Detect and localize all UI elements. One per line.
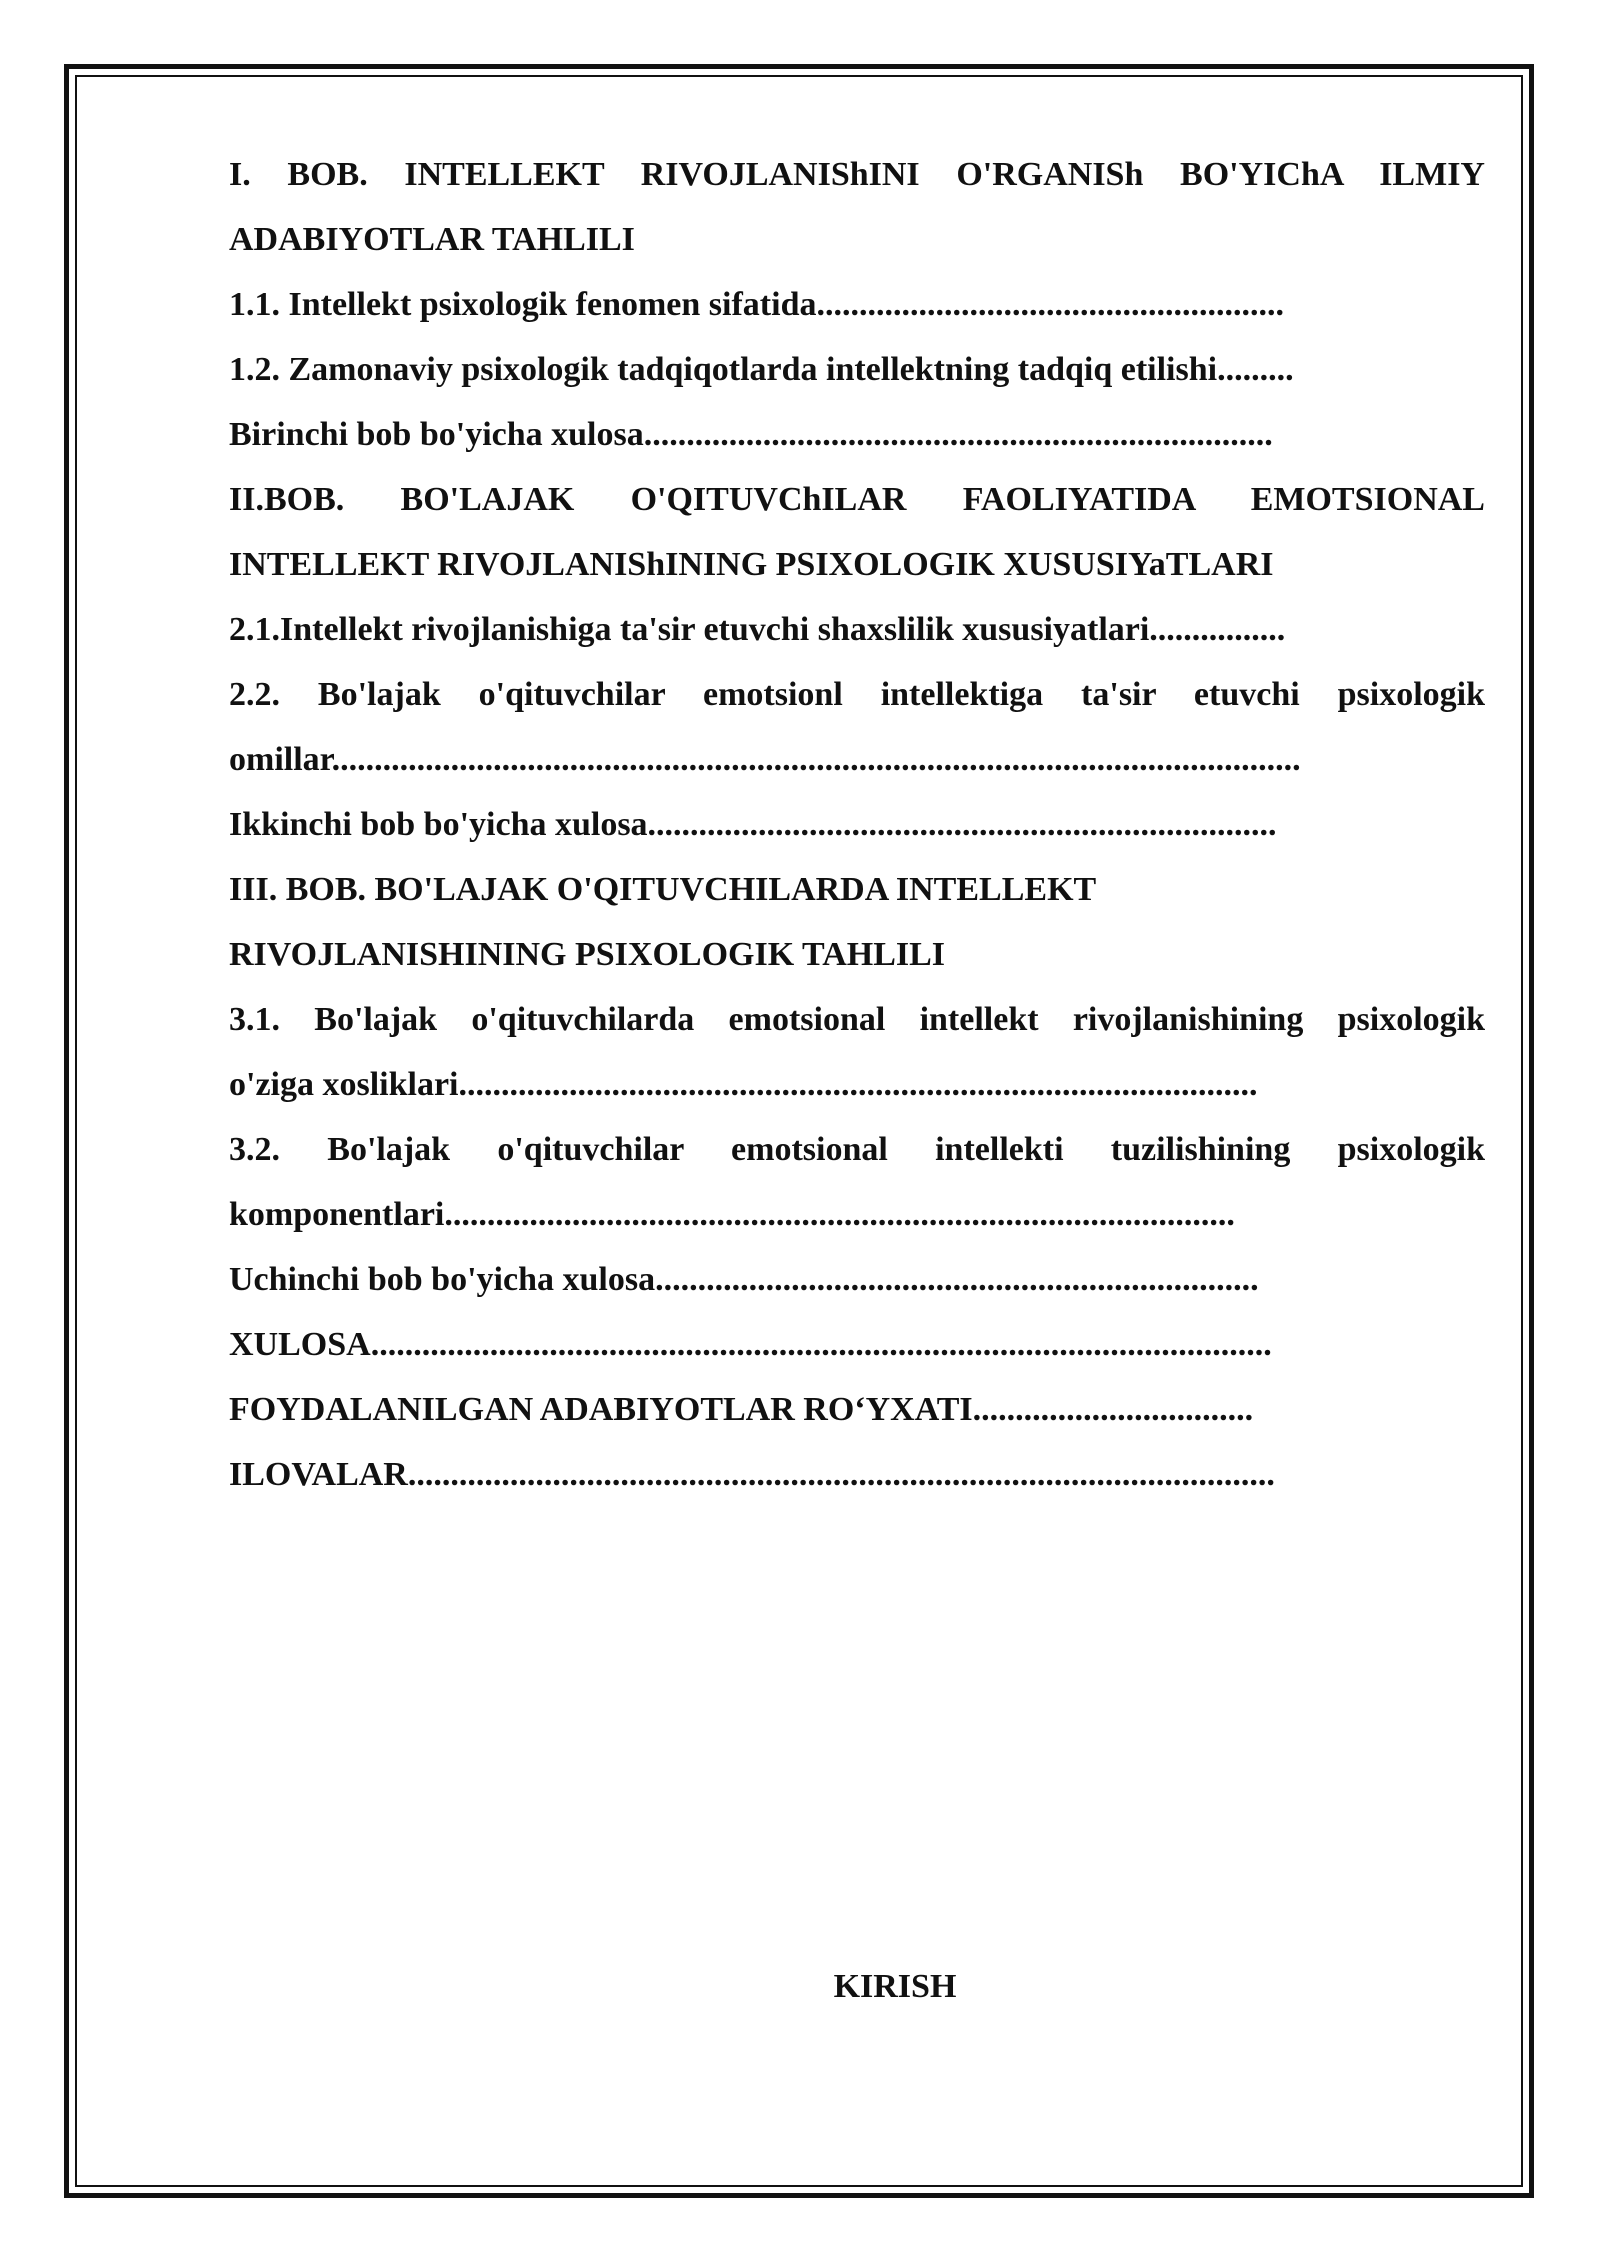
toc-entry-1-2: 1.2. Zamonaviy psixologik tadqiqotlarda intellektning tadqiq etilishi.........: [229, 351, 1294, 388]
toc-entry-2-1: 2.1.Intellekt rivojlanishiga ta'sir etuvchi shaxslilik xususiyatlari................: [229, 611, 1286, 648]
toc-entry-2-2-line-2: omillar..................................................................................................................: [229, 741, 1301, 778]
toc-entry-3-2-line-2: komponentlari.............................................................................................: [229, 1196, 1235, 1233]
toc-entry-2-2-line-1: 2.2. Bo'lajak o'qituvchilar emotsionl intellektiga ta'sir etuvchi psixologik: [229, 676, 1485, 713]
toc-entry-3-1-line-2: o'ziga xosliklari..............................................................................................: [229, 1066, 1258, 1103]
toc-entry-3-1-line-1: 3.1. Bo'lajak o'qituvchilarda emotsional intellekt rivojlanishining psixologik: [229, 1001, 1485, 1038]
toc-entry-chapter-2-conclusion: Ikkinchi bob bo'yicha xulosa..........................................................................: [229, 806, 1277, 843]
toc-chapter-1-title-line-1: I. BOB. INTELLEKT RIVOJLANIShINI O'RGANISh BO'YIChA ILMIY: [229, 156, 1485, 193]
toc-entry-chapter-3-conclusion: Uchinchi bob bo'yicha xulosa.......................................................................: [229, 1261, 1259, 1298]
toc-entry-3-2-line-1: 3.2. Bo'lajak o'qituvchilar emotsional intellekti tuzilishining psixologik: [229, 1131, 1485, 1168]
toc-entry-appendices: ILOVALAR......................................................................................................: [229, 1456, 1275, 1493]
toc-chapter-1-title-line-2: ADABIYOTLAR TAHLILI: [229, 221, 635, 258]
toc-chapter-2-title-line-2: INTELLEKT RIVOJLANIShINING PSIXOLOGIK XUSUSIYaTLARI: [229, 546, 1274, 583]
toc-entry-1-1: 1.1. Intellekt psixologik fenomen sifatida.......................................................: [229, 286, 1284, 323]
toc-entry-conclusion: XULOSA..........................................................................................................: [229, 1326, 1272, 1363]
toc-entry-references: FOYDALANILGAN ADABIYOTLAR RO‘YXATI.................................: [229, 1391, 1254, 1428]
introduction-heading: KIRISH: [833, 1968, 957, 2005]
toc-chapter-2-title-line-1: II.BOB. BO'LAJAK O'QITUVChILAR FAOLIYATIDA EMOTSIONAL: [229, 481, 1485, 518]
toc-chapter-3-title-line-1: III. BOB. BO'LAJAK O'QITUVCHILARDA INTELLEKT: [229, 871, 1097, 908]
table-of-contents: [229, 142, 1485, 1507]
toc-chapter-3-title-line-2: RIVOJLANISHINING PSIXOLOGIK TAHLILI: [229, 936, 946, 973]
toc-entry-chapter-1-conclusion: Birinchi bob bo'yicha xulosa..........................................................................: [229, 416, 1273, 453]
